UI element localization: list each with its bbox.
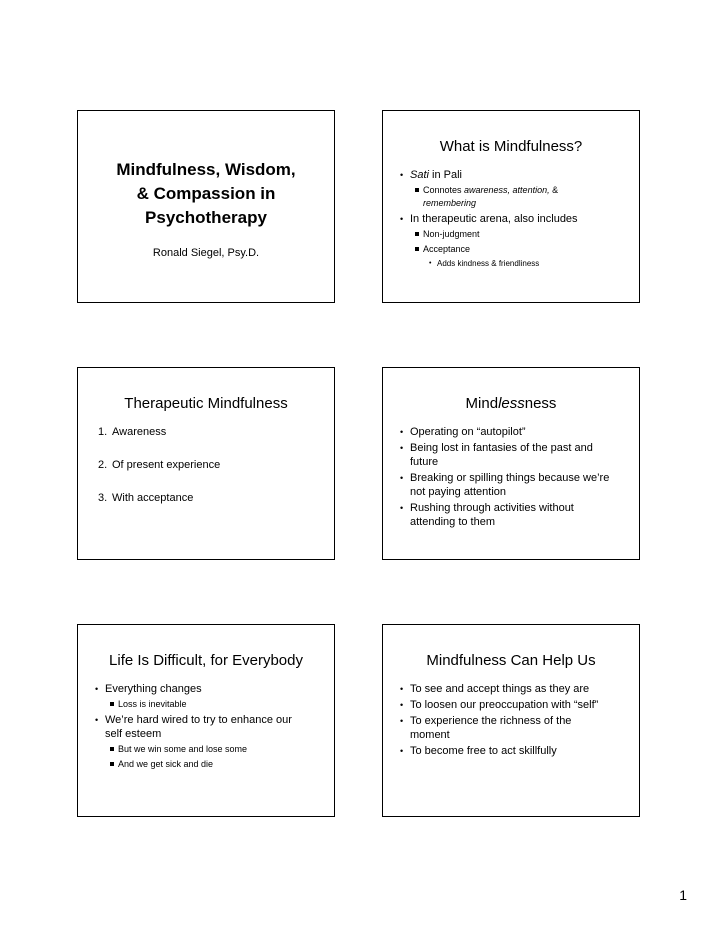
slide-mindlessness [382,367,640,560]
presentation-title [78,158,334,230]
bullet: • To become free to act skillfully [393,744,631,758]
bullet: • Sati in Pali [393,168,631,182]
sub-bullet: But we win some and lose some [88,743,326,756]
sub-bullet: Loss is inevitable [88,698,326,711]
bullet: • To experience the richness of the moment [393,714,631,742]
bullet: • Rushing through activities without attending to them [393,501,631,529]
slide-body [88,682,326,773]
sub-bullet: Non-judgment [393,228,631,241]
slide-mindfulness-can-help [382,624,640,817]
bullet: • To see and accept things as they are [393,682,631,696]
numbered-item: 3. With acceptance [98,492,194,504]
slide-heading: What is Mindfulness? [439,138,583,155]
slide-therapeutic-mindfulness [77,367,335,560]
bullet: • Everything changes [88,682,326,696]
title-line: Mindfulness, Wisdom, [116,160,296,179]
numbered-item: 2. Of present experience [98,459,221,471]
slide-body [393,168,631,270]
slide-life-is-difficult [77,624,335,817]
sub-bullet: And we get sick and die [88,758,326,771]
slide-body [86,425,326,524]
slide-body [393,425,631,531]
bullet: • Operating on “autopilot” [393,425,631,439]
bullet: • In therapeutic arena, also includes [393,212,631,226]
author: Ronald Siegel, Psy.D. [152,247,260,259]
page-number: 1 [679,887,687,903]
slide-heading: Therapeutic Mindfulness [124,395,288,412]
numbered-item: 1. Awareness [98,426,167,438]
slide-what-is-mindfulness [382,110,640,303]
bullet: • Breaking or spilling things because we’re not paying attention [393,471,631,499]
slide-body [393,682,631,760]
title-line: Psychotherapy [145,208,267,227]
sub-bullet: Acceptance [393,243,631,256]
slide-heading: Mindlessness [465,395,557,412]
slide-title [77,110,335,303]
bullet: • We’re hard wired to try to enhance our self esteem [88,713,326,741]
slide-heading: Life Is Difficult, for Everybody [109,652,303,669]
title-line: & Compassion in [136,184,276,203]
sub-bullet: Connotes awareness, attention, & remembering [393,184,631,210]
bullet: • Being lost in fantasies of the past and future [393,441,631,469]
bullet: • To loosen our preoccupation with “self” [393,698,631,712]
slide-heading: Mindfulness Can Help Us [426,652,596,669]
sub-sub-bullet: • Adds kindness & friendliness [393,258,631,270]
